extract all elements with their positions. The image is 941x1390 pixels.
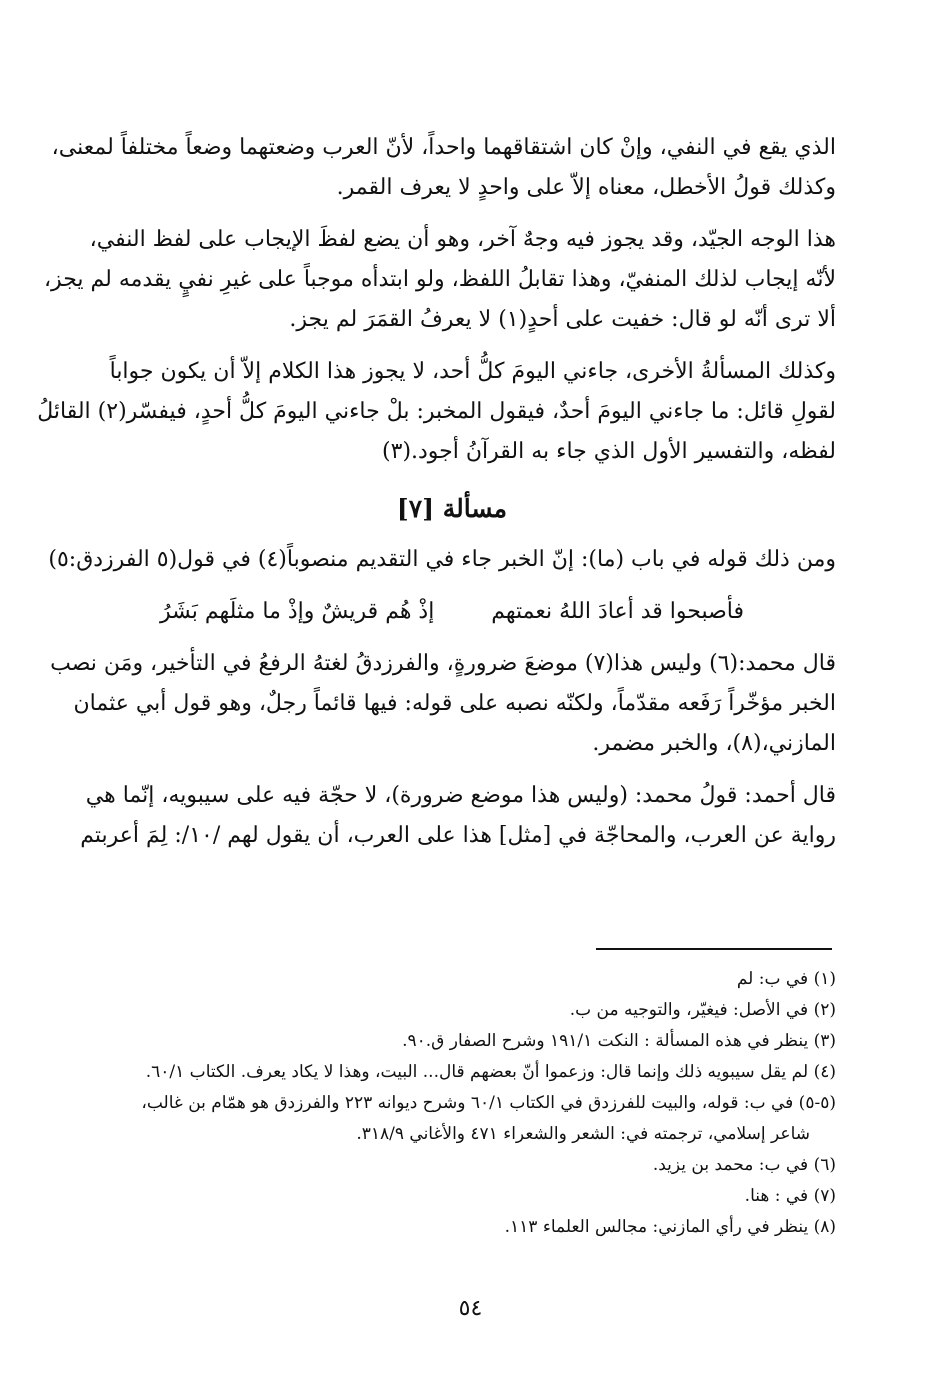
poetry-verse — [68, 592, 836, 632]
text-line: ألا ترى أنّه لو قال: خفيت على أحدٍ(١) لا يعرفُ القمَرَ لم يجز. — [289, 307, 836, 332]
verse-second-hemistich: إذْ هُم قريشٌ وإذْ ما مثلَهم بَشَرُ — [160, 599, 435, 624]
intro-paragraph — [48, 540, 836, 580]
page-number: ٥٤ — [458, 1296, 483, 1321]
footnote: (٣) ينظر في هذه المسألة : النكت ١٩١/١ وشرح الصفار ق.٩٠. — [402, 1031, 836, 1051]
footnote: (٧) في : هنا. — [744, 1186, 836, 1206]
footnote: (١) في ب: لم — [736, 969, 836, 989]
paragraph-3 — [37, 352, 836, 472]
section-heading: مسألة [٧] — [396, 494, 508, 523]
paragraph-5 — [68, 776, 836, 856]
footnote: (٤) لم يقل سيبويه ذلك وإنما قال: وزعموا أنّ بعضهم قال... البيت، وهذا لا يكاد يعرف. الكتاب ٦٠/١. — [145, 1062, 836, 1082]
text-line: لأنّه إيجاب لذلك المنفيّ، وهذا تقابلُ اللفظ، ولو ابتدأه موجباً على غيرِ نفيٍ يقدمه لم يجز، — [43, 267, 836, 292]
text-line: لفظه، والتفسير الأول الذي جاء به القرآنُ أجود.(٣) — [382, 439, 836, 464]
paragraph-4 — [50, 644, 836, 764]
text-line: رواية عن العرب، والمحاجّة في [مثل] هذا على العرب، أن يقول لهم /١٠/: لِمَ أعربتم — [80, 823, 836, 848]
text-line: وكذلك المسألةُ الأخرى، جاءني اليومَ كلُّ أحد، لا يجوز هذا الكلام إلاّ أن يكون جواباً — [109, 359, 836, 384]
footnote-continuation: شاعر إسلامي، ترجمته في: الشعر والشعراء ٤٧١ والأغاني ٣١٨/٩. — [356, 1124, 810, 1144]
text-line: ومن ذلك قوله في باب (ما): إنّ الخبر جاء في التقديم منصوباً(٤) في قول(٥ الفرزدق:٥) — [48, 547, 836, 572]
footnote: (٨) ينظر في رأي المازني: مجالس العلماء ١١٣. — [504, 1217, 836, 1237]
page-body — [37, 128, 836, 868]
paragraph-2 — [43, 220, 836, 340]
footnote: (٢) في الأصل: فيغيّر، والتوجيه من ب. — [569, 1000, 836, 1020]
text-line: الخبر مؤخّراً رَفَعه مقدّماً، ولكنّه نصبه على قوله: فيها قائماً رجلٌ، وهو قول أبي عثمان — [73, 691, 836, 716]
footnotes — [68, 964, 836, 1243]
text-line: هذا الوجه الجيّد، وقد يجوز فيه وجهٌ آخر، وهو أن يضع لفظَ الإيجاب على لفظ النفي، — [89, 227, 836, 252]
paragraph-1 — [51, 128, 836, 208]
text-line: المازني،(٨)، والخبر مضمر. — [592, 731, 836, 756]
text-line: قال محمد:(٦) وليس هذا(٧) موضعَ ضرورةٍ، والفرزدقُ لغتهُ الرفعُ في التأخير، ومَن نصب — [50, 651, 836, 676]
footnote: (٥-٥) في ب: قوله، والبيت للفرزدق في الكتاب ٦٠/١ وشرح ديوانه ٢٢٣ والفرزدق هو همّام بن غالب، — [141, 1093, 836, 1113]
footnote-separator — [596, 948, 832, 950]
text-line: وكذلك قولُ الأخطل، معناه إلاّ على واحدٍ لا يعرف القمر. — [336, 175, 836, 200]
verse-first-hemistich: فأصبحوا قد أعادَ اللهُ نعمتهم — [491, 599, 744, 624]
text-line: لقولِ قائل: ما جاءني اليومَ أحدٌ، فيقول المخبر: بلْ جاءني اليومَ كلُّ أحدٍ، فيفسّر(٢) القائلُ — [37, 399, 836, 424]
text-line: الذي يقع في النفي، وإنْ كان اشتقاقهما واحداً، لأنّ العرب وضعتهما وضعاً مختلفاً لمعنى، — [51, 135, 836, 160]
text-line: قال أحمد: قولُ محمد: (وليس هذا موضع ضرورة)، لا حجّة فيه على سيبويه، إنّما هي — [85, 783, 836, 808]
footnote: (٦) في ب: محمد بن يزيد. — [652, 1155, 836, 1175]
